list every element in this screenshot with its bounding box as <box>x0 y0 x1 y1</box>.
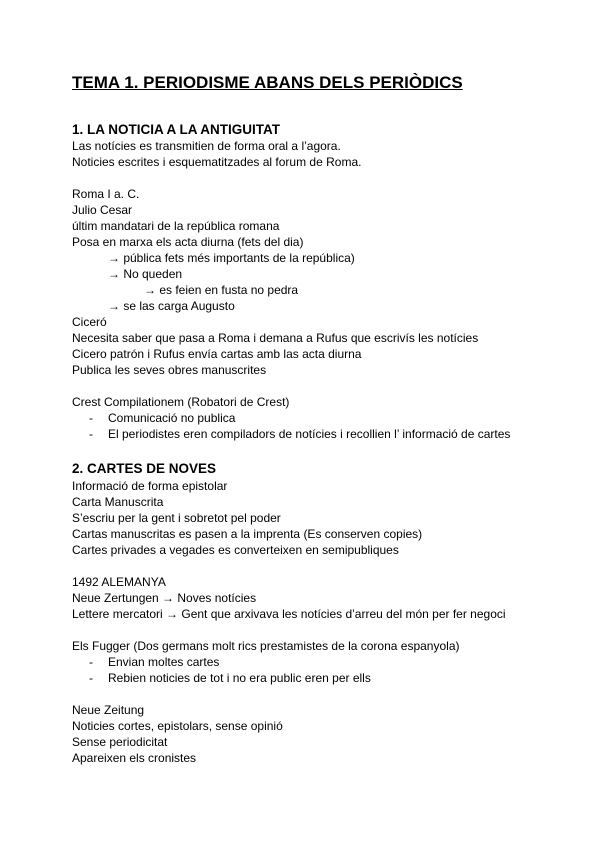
text-line: Neue Zeitung <box>72 703 145 717</box>
text-line: últim mandatari de la república romana <box>72 219 280 233</box>
text-line: Las notícies es transmitien de forma oral a l’agora. <box>72 139 341 153</box>
text-line: Necesita saber que pasa a Roma i demana a Rufus que escrivís les notícies <box>72 331 479 345</box>
text-line: Posa en marxa els acta diurna (fets del dia) <box>72 235 304 249</box>
text-line: Apareixen els cronistes <box>72 751 197 765</box>
arrow-line: → es feien en fusta no pedra <box>144 283 299 297</box>
list-item: Rebien noticies de tot i no era public eren per ells <box>108 671 371 685</box>
text-line: Ciceró <box>72 315 107 329</box>
arrow-line: → se las carga Augusto <box>108 299 235 313</box>
list-item: Envian moltes cartes <box>108 655 220 669</box>
text-line: Julio Cesar <box>72 203 133 217</box>
bullet-dash: - <box>89 671 93 685</box>
text-line: Carta Manuscrita <box>72 495 164 509</box>
text-line: Cartas manuscritas es pasen a la imprenta (Es conserven copies) <box>72 527 423 541</box>
text-line: Noticies cortes, epistolars, sense opinió <box>72 719 283 733</box>
text-line: Crest Compilationem (Robatori de Crest) <box>72 395 290 409</box>
text-line: 1492 ALEMANYA <box>72 575 166 589</box>
text-line: Noticies escrites i esquematitzades al forum de Roma. <box>72 155 362 169</box>
list-item: El periodistes eren compiladors de notícies i recollien l’ informació de cartes <box>108 427 511 441</box>
text-line: Neue Zertungen → Noves notícies <box>72 591 257 605</box>
section-heading-2: 2. CARTES DE NOVES <box>72 461 217 476</box>
page-title: TEMA 1. PERIODISME ABANS DELS PERIÒDICS <box>72 73 463 92</box>
bullet-dash: - <box>89 411 93 425</box>
list-item: Comunicació no publica <box>108 411 236 425</box>
text-line: Roma I a. C. <box>72 187 140 201</box>
text-line: Cicero patrón i Rufus envía cartas amb las acta diurna <box>72 347 362 361</box>
text-line: Lettere mercatori → Gent que arxivava les notícies d’arreu del món per fer negoci <box>72 607 506 621</box>
arrow-line: → pública fets més importants de la república) <box>108 251 355 265</box>
arrow-line: → No queden <box>108 267 183 281</box>
text-line: Cartes privades a vegades es converteixen en semipubliques <box>72 543 399 557</box>
text-line: Els Fugger (Dos germans molt rics prestamistes de la corona espanyola) <box>72 639 460 653</box>
text-line: S’escriu per la gent i sobretot pel poder <box>72 511 281 525</box>
text-line: Informació de forma epistolar <box>72 479 228 493</box>
text-line: Sense periodicitat <box>72 735 168 749</box>
text-line: Publica les seves obres manuscrites <box>72 363 267 377</box>
section-heading-1: 1. LA NOTICIA A LA ANTIGUITAT <box>72 122 280 137</box>
bullet-dash: - <box>89 655 93 669</box>
bullet-dash: - <box>89 427 93 441</box>
